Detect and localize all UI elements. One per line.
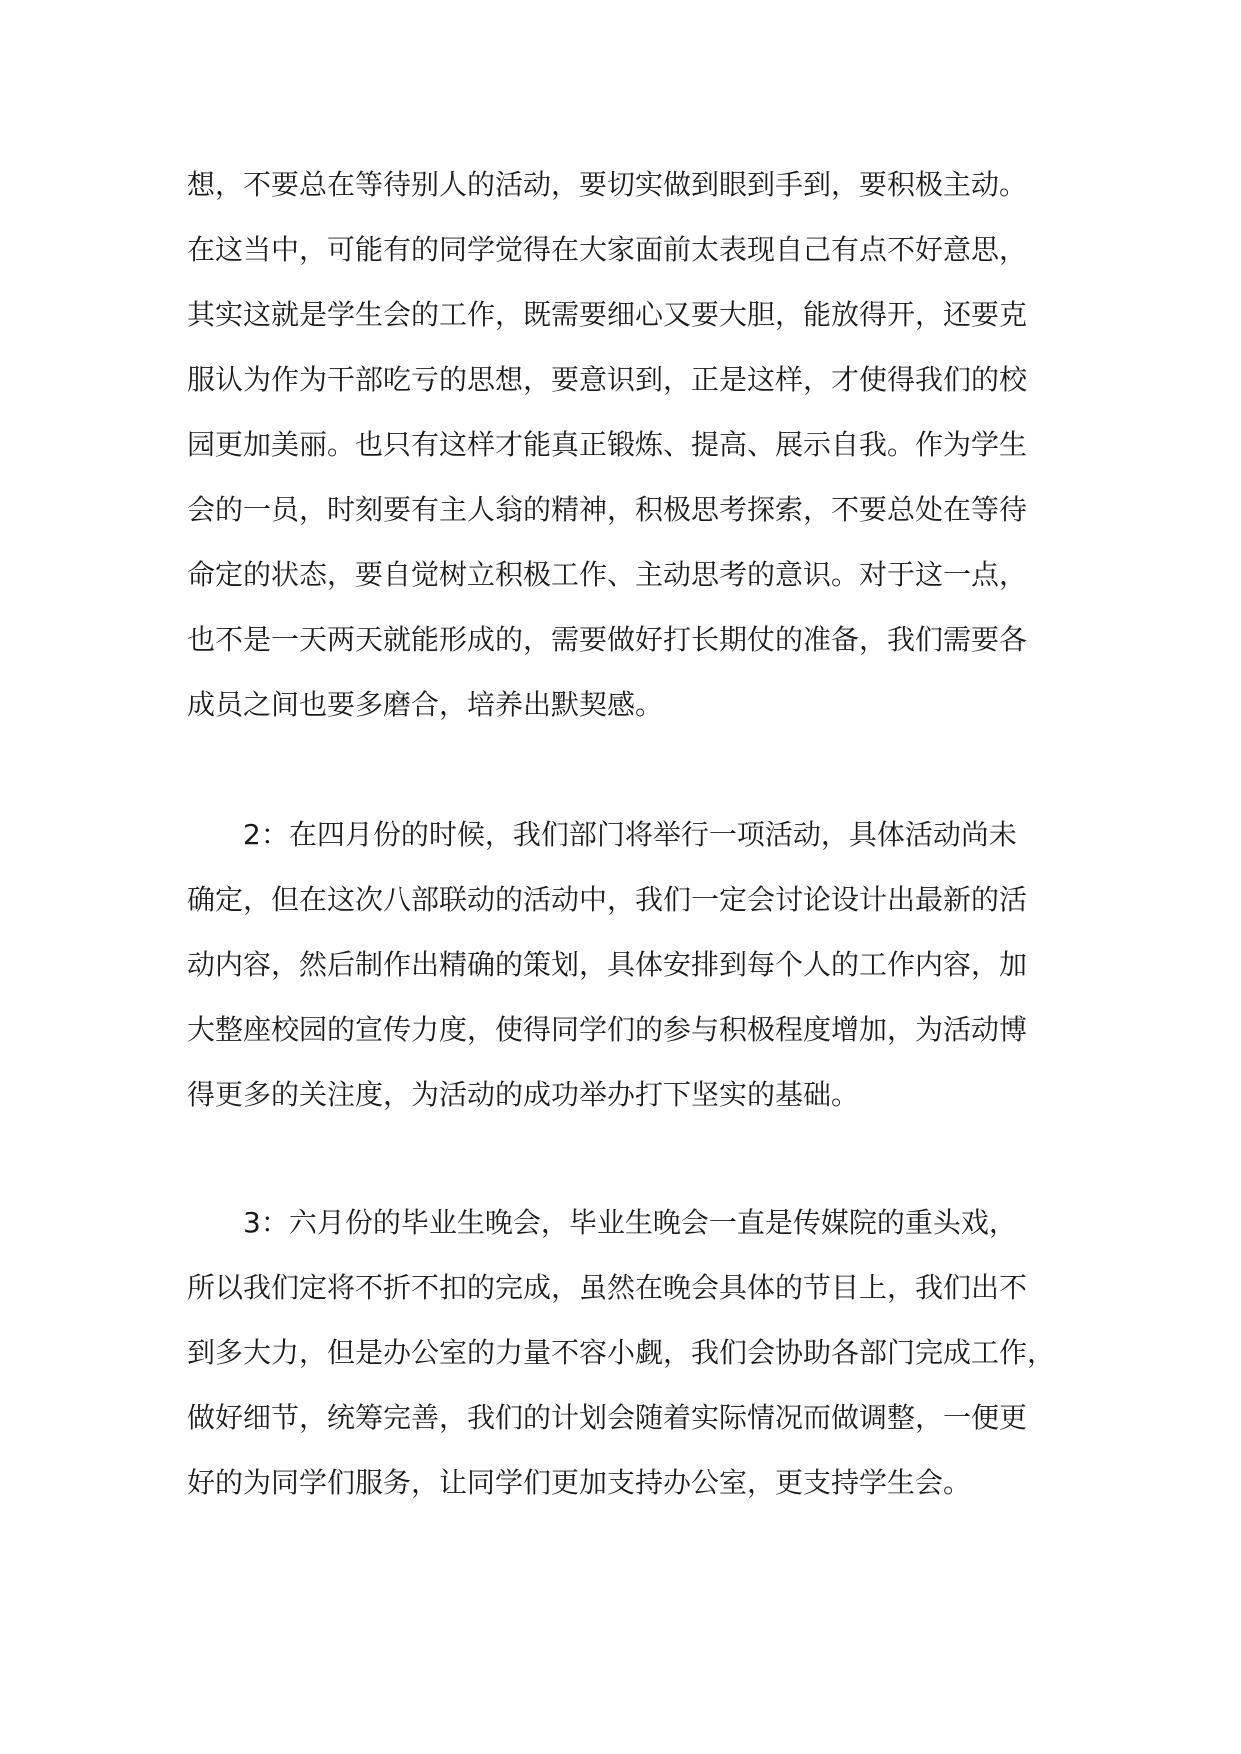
paragraph-2 bbox=[187, 802, 1067, 1127]
paragraph-line: 做好细节，统筹完善，我们的计划会随着实际情况而做调整，一便更 bbox=[187, 1401, 1028, 1434]
paragraph-line: 在这当中，可能有的同学觉得在大家面前太表现自己有点不好意思， bbox=[187, 233, 1028, 266]
paragraph-line: 命定的状态，要自觉树立积极工作、主动思考的意识。对于这一点， bbox=[187, 558, 1028, 591]
paragraph-line: 所以我们定将不折不扣的完成，虽然在晚会具体的节目上，我们出不 bbox=[187, 1271, 1028, 1304]
paragraph-line: 也不是一天两天就能形成的，需要做好打长期仗的准备，我们需要各 bbox=[187, 623, 1028, 656]
paragraph-line: 好的为同学们服务，让同学们更加支持办公室，更支持学生会。 bbox=[187, 1466, 972, 1499]
paragraph-line: 其实这就是学生会的工作，既需要细心又要大胆，能放得开，还要克 bbox=[187, 298, 1028, 331]
paragraph-line: 大整座校园的宣传力度，使得同学们的参与积极程度增加，为活动博 bbox=[187, 1013, 1028, 1046]
paragraph-line: 服认为作为干部吃亏的思想，要意识到，正是这样，才使得我们的校 bbox=[187, 363, 1028, 396]
paragraph-line: 3：六月份的毕业生晚会，毕业生晚会一直是传媒院的重头戏， bbox=[243, 1206, 1017, 1239]
paragraph-line: 园更加美丽。也只有这样才能真正锻炼、提高、展示自我。作为学生 bbox=[187, 428, 1028, 461]
paragraph-1 bbox=[187, 152, 1067, 737]
paragraph-line: 确定，但在这次八部联动的活动中，我们一定会讨论设计出最新的活 bbox=[187, 883, 1028, 916]
paragraph-line: 会的一员，时刻要有主人翁的精神，积极思考探索，不要总处在等待 bbox=[187, 493, 1028, 526]
paragraph-line: 成员之间也要多磨合，培养出默契感。 bbox=[187, 688, 664, 721]
paragraph-line: 2：在四月份的时候，我们部门将举行一项活动，具体活动尚未 bbox=[243, 818, 1017, 851]
paragraph-line: 得更多的关注度，为活动的成功举办打下坚实的基础。 bbox=[187, 1078, 860, 1111]
paragraph-3 bbox=[187, 1190, 1067, 1515]
paragraph-line: 想，不要总在等待别人的活动，要切实做到眼到手到，要积极主动。 bbox=[187, 168, 1028, 201]
paragraph-line: 动内容，然后制作出精确的策划，具体安排到每个人的工作内容，加 bbox=[187, 948, 1028, 981]
paragraph-line: 到多大力，但是办公室的力量不容小觑，我们会协助各部门完成工作， bbox=[187, 1336, 1056, 1369]
